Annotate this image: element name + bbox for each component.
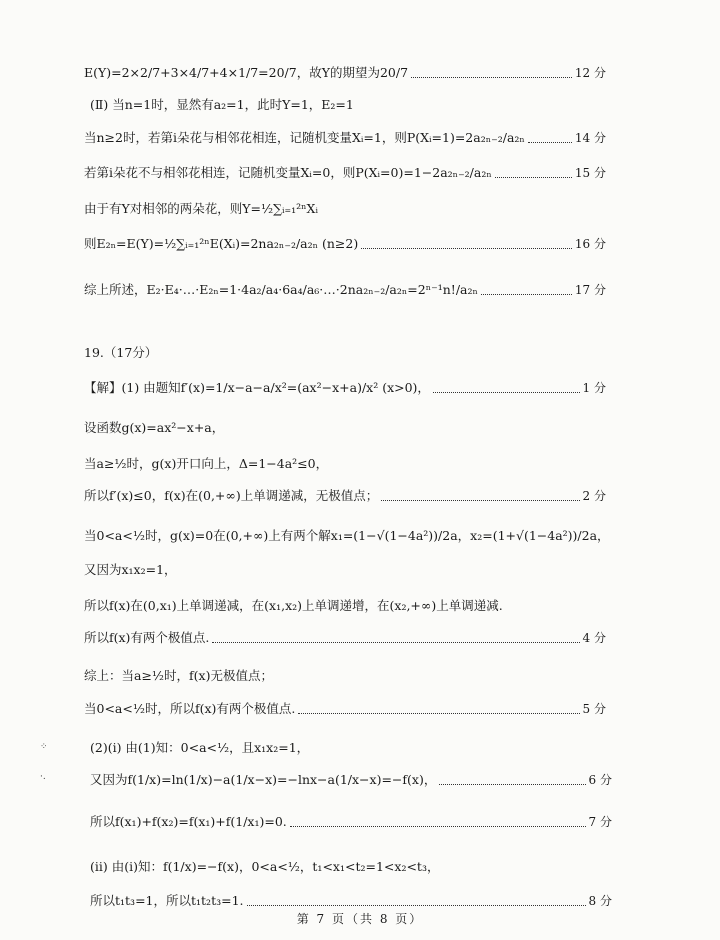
solution-line	[84, 162, 606, 182]
score-label: 5 分	[582, 701, 606, 716]
dotted-leader	[528, 132, 572, 143]
score-label: 8 分	[588, 893, 612, 908]
solution-line	[84, 627, 606, 647]
line-text: 综上：当a≥½时，f(x)无极值点；	[84, 668, 273, 683]
score-label: 6 分	[588, 772, 612, 787]
dotted-leader	[290, 816, 586, 827]
line-text: (ii) 由(i)知：f(1/x)=−f(x)，0<a<½，t₁<x₁<t₂=1<x₂<t₃，	[90, 859, 440, 874]
solution-line	[90, 811, 612, 831]
line-text: 又因为f(1/x)=ln(1/x)−a(1/x−x)=−lnx−a(1/x−x)=−f(x)，	[90, 772, 437, 787]
solution-line	[90, 890, 612, 910]
page-footer: 第 7 页（共 8 页）	[296, 912, 424, 926]
line-text: 所以f(x₁)+f(x₂)=f(x₁)+f(1/x₁)=0.	[90, 814, 287, 829]
score-label: 12 分	[574, 65, 606, 80]
solution-line	[84, 525, 610, 545]
solution-line	[84, 559, 606, 579]
line-text: 若第i朵花不与相邻花相连，记随机变量Xᵢ=0，则P(Xᵢ=0)=1−2a₂ₙ₋₂/a₂ₙ	[84, 165, 492, 180]
score-label: 1 分	[582, 380, 606, 395]
dotted-leader	[361, 238, 572, 249]
solution-line	[90, 94, 612, 114]
line-text: 当0<a<½时，所以f(x)有两个极值点.	[84, 701, 296, 716]
score-label: 14 分	[574, 130, 606, 145]
solution-line	[84, 377, 606, 397]
line-text: 当0<a<½时，g(x)=0在(0,+∞)上有两个解x₁=(1−√(1−4a²))/2a，x₂=(1+√(1−4a²))/2a，	[84, 528, 610, 543]
solution-line	[90, 769, 612, 789]
solution-line	[84, 485, 606, 505]
line-text: 由于有Y对相邻的两朵花，则Y=½∑ᵢ₌₁²ⁿXᵢ	[84, 201, 318, 216]
line-text: 所以f(x)有两个极值点.	[84, 630, 210, 645]
solution-line	[84, 198, 606, 218]
dotted-leader	[439, 774, 585, 785]
line-text: 又因为x₁x₂=1，	[84, 562, 177, 577]
solution-line	[84, 595, 606, 615]
solution-line	[84, 127, 606, 147]
solution-line	[84, 698, 606, 718]
line-text: 则E₂ₙ=E(Y)=½∑ᵢ₌₁²ⁿE(Xᵢ)=2na₂ₙ₋₂/a₂ₙ (n≥2)	[84, 236, 359, 251]
line-text: 【解】(1) 由题知f′(x)=1/x−a−a/x²=(ax²−x+a)/x² (x>0)，	[84, 380, 430, 395]
line-text: (Ⅱ) 当n=1时，显然有a₂=1，此时Y=1，E₂=1	[90, 97, 354, 112]
line-text: 所以f′(x)≤0，f(x)在(0,+∞)上单调递减，无极值点；	[84, 488, 379, 503]
dotted-leader	[495, 167, 572, 178]
score-label: 17 分	[574, 282, 606, 297]
solution-line	[90, 856, 612, 876]
scan-mark: ·.	[40, 772, 46, 782]
line-text: (2)(i) 由(1)知：0<a<½，且x₁x₂=1，	[90, 740, 310, 755]
line-text: 当a≥½时，g(x)开口向上，Δ=1−4a²≤0，	[84, 456, 329, 471]
solution-line	[84, 417, 606, 437]
solution-line	[84, 233, 606, 253]
solution-line	[84, 453, 606, 473]
line-text: 综上所述，E₂·E₄·…·E₂ₙ=1·4a₂/a₄·6a₄/a₆·…·2na₂ₙ₋₂/a₂ₙ=2ⁿ⁻¹n!/a₂ₙ	[84, 282, 478, 297]
score-label: 15 分	[574, 165, 606, 180]
solution-line	[84, 62, 606, 82]
score-label: 2 分	[582, 488, 606, 503]
dotted-leader	[433, 382, 580, 393]
score-label: 7 分	[588, 814, 612, 829]
dotted-leader	[411, 67, 572, 78]
solution-line	[84, 279, 606, 299]
line-text: E(Y)=2×2/7+3×4/7+4×1/7=20/7，故Y的期望为20/7	[84, 65, 409, 80]
solution-line	[84, 665, 606, 685]
dotted-leader	[481, 284, 572, 295]
dotted-leader	[381, 490, 579, 501]
solution-line	[84, 342, 606, 362]
dotted-leader	[298, 703, 579, 714]
score-label: 4 分	[582, 630, 606, 645]
line-text: 所以t₁t₃=1，所以t₁t₂t₃=1.	[90, 893, 244, 908]
dotted-leader	[212, 632, 579, 643]
line-text: 19.（17分）	[84, 345, 158, 360]
scan-mark: ⁘	[40, 742, 48, 752]
line-text: 当n≥2时，若第i朵花与相邻花相连，记随机变量Xᵢ=1，则P(Xᵢ=1)=2a₂ₙ₋₂/a₂ₙ	[84, 130, 525, 145]
line-text: 所以f(x)在(0,x₁)上单调递减，在(x₁,x₂)上单调递增，在(x₂,+∞)上单调递减.	[84, 598, 503, 613]
score-label: 16 分	[574, 236, 606, 251]
line-text: 设函数g(x)=ax²−x+a，	[84, 420, 225, 435]
dotted-leader	[247, 895, 586, 906]
solution-line	[90, 737, 612, 757]
